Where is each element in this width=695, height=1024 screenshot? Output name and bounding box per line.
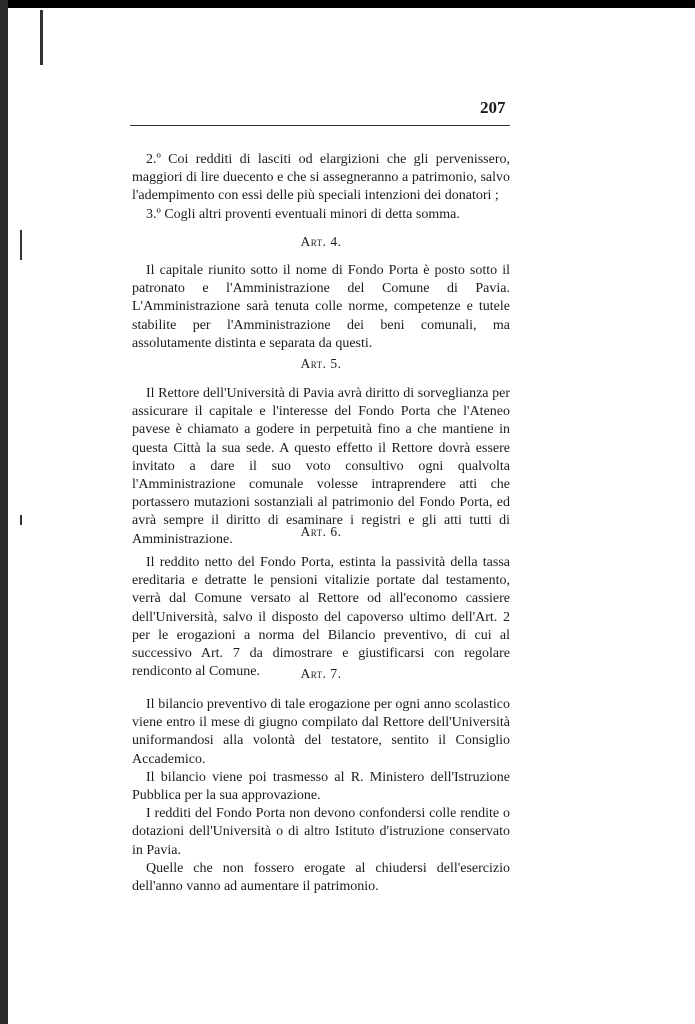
article-heading: Art. 7. (300, 666, 342, 681)
article-body (132, 262, 510, 353)
binding-mark (40, 10, 43, 65)
article-paragraph: I redditi del Fondo Porta non devono confondersi colle rendite o dotazioni dell'Università o di altro Istituto d'istruzione conservato in Pavia. (132, 806, 510, 858)
binding-mark (20, 230, 22, 260)
binding-mark (20, 515, 22, 525)
scan-left-edge (0, 0, 8, 1024)
article-body (132, 696, 510, 896)
list-item: 2.º Coi redditi di lasciti od elargizioni che gli pervenissero, maggiori di lire duecento e che si assegneranno a patrimonio, salvo l'adempimento con essi delle più speciali intenzioni dei donatori ; (132, 152, 510, 204)
article-paragraph: Quelle che non fossero erogate al chiudersi dell'esercizio dell'anno vanno ad aumentare il patrimonio. (132, 860, 510, 895)
article-paragraph: Il bilancio viene poi trasmesso al R. Ministero dell'Istruzione Pubblica per la sua approvazione. (132, 769, 510, 804)
page-number: 207 (480, 98, 506, 117)
article-heading: Art. 6. (300, 524, 342, 539)
article-paragraph: Il reddito netto del Fondo Porta, estinta la passività della tassa ereditaria e detratte le pensioni vitalizie portate dal testamento, verrà dal Comune versato al Rettore od all'economo cassiere dell'Università, salvo il disposto del capoverso ultimo dell'Art. 2 per le erogazioni a norma del Bilancio preventivo, di cui al successivo Art. 7 da dimostrare e giustificarsi con regolare rendiconto al Comune. (132, 555, 510, 680)
article-body (132, 554, 510, 681)
article-heading: Art. 4. (300, 234, 342, 249)
article-paragraph: Il bilancio preventivo di tale erogazione per ogni anno scolastico viene entro il mese di giugno compilato dal Rettore dell'Università uniformandosi alla volontà del testatore, sentito il Consiglio Accademico. (132, 697, 510, 767)
scan-top-edge (0, 0, 695, 8)
list-block (132, 151, 510, 224)
article-heading: Art. 5. (300, 356, 342, 371)
article-paragraph: Il capitale riunito sotto il nome di Fondo Porta è posto sotto il patronato e l'Amministrazione del Comune di Pavia. L'Amministrazione sarà tenuta colle norme, competenze e tutele stabilite per l'Amministrazione dei beni comunali, ma assolutamente distinta e separata da questi. (132, 263, 510, 351)
article-paragraph: Il Rettore dell'Università di Pavia avrà diritto di sorveglianza per assicurare il capitale e l'interesse del Fondo Porta che l'Ateneo pavese è chiamato a godere in perpetuità fino a che mantiene in questa Città la sua sede. A questo effetto il Rettore dovrà essere invitato a dare il suo voto consultivo ogni qualvolta l'Amministrazione comunale volesse intraprendere atti che portassero mutazioni sostanziali al patrimonio del Fondo Porta, ed avrà sempre il diritto di esaminare i registri e gli atti tutti di Amministrazione. (132, 386, 510, 547)
header-rule (130, 125, 510, 126)
list-item: 3.º Cogli altri proventi eventuali minori di detta somma. (146, 206, 460, 222)
